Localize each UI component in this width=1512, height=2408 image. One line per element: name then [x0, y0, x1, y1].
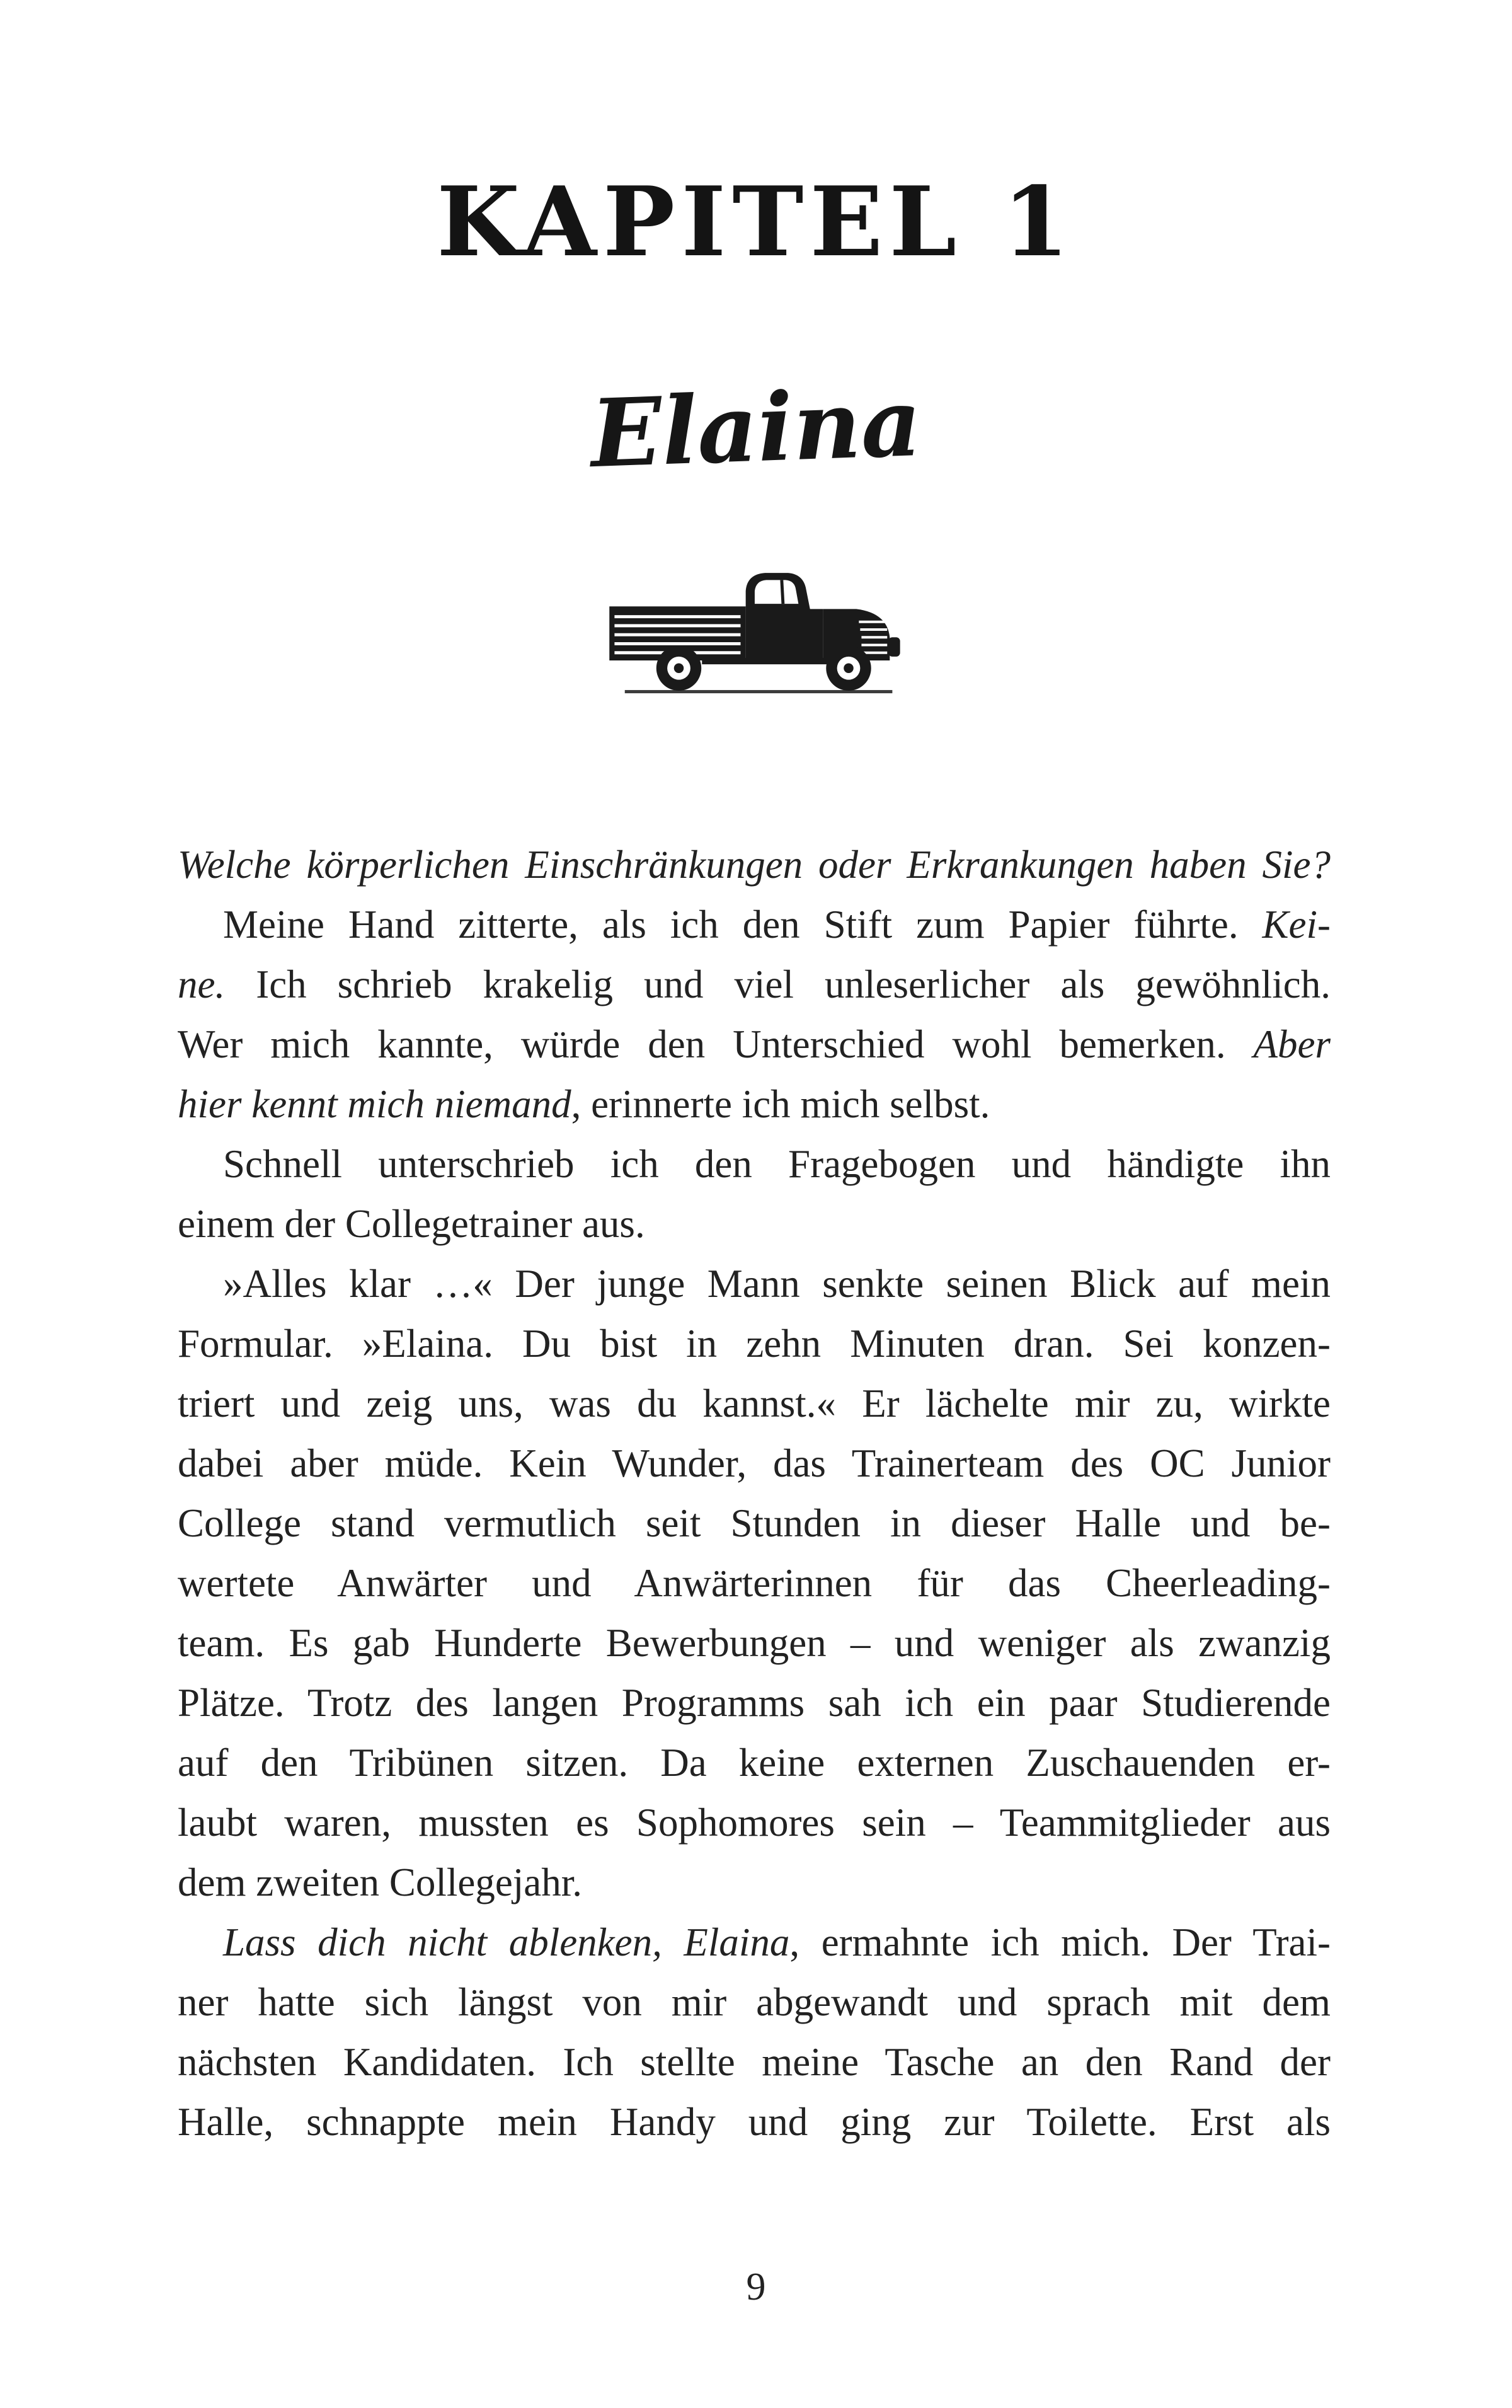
page-number: 9: [746, 2266, 766, 2308]
body-line: [178, 1733, 1331, 1793]
body-line: [178, 1015, 1331, 1074]
body-line: [178, 1494, 1331, 1553]
body-text: [178, 835, 1331, 2152]
body-line: [178, 1134, 1331, 1194]
regular-text: auf den Tribünen sitzen. Da keine externen Zuschauenden er-: [178, 1741, 1331, 1785]
regular-text: dabei aber müde. Kein Wunder, das Trainerteam des OC Junior: [178, 1441, 1331, 1485]
regular-text: nächsten Kandidaten. Ich stellte meine Tasche an den Rand der: [178, 2040, 1331, 2084]
body-line: [178, 1793, 1331, 1853]
regular-text: Ich schrieb krakelig und viel unleserlicher als gewöhnlich.: [225, 962, 1331, 1006]
chapter-illustration: [602, 557, 910, 702]
body-line: [178, 955, 1331, 1015]
body-line: [178, 1434, 1331, 1494]
body-line: [178, 1553, 1331, 1613]
italic-text: Aber: [1253, 1022, 1331, 1066]
body-line: [178, 1194, 1331, 1254]
body-line: [178, 2032, 1331, 2092]
regular-text: Plätze. Trotz des langen Programms sah ich ein paar Studierende: [178, 1681, 1331, 1725]
paragraph: [178, 1913, 1331, 2152]
regular-text: Wer mich kannte, würde den Unterschied wohl bemerken.: [178, 1022, 1254, 1066]
regular-text: einem der Collegetrainer aus.: [178, 1202, 645, 1246]
italic-text: Welche körperlichen Einschränkungen oder Erkrankungen haben Sie?: [178, 843, 1331, 887]
paragraph: [178, 895, 1331, 1134]
italic-text: hier kennt mich niemand: [178, 1082, 571, 1126]
regular-text: Schnell unterschrieb ich den Fragebogen und händigte ihn: [223, 1142, 1331, 1186]
regular-text: laubt waren, mussten es Sophomores sein – Teammitglieder aus: [178, 1800, 1331, 1845]
body-line: [178, 895, 1331, 955]
regular-text: , erinnerte ich mich selbst.: [571, 1082, 990, 1126]
body-line: [178, 1913, 1331, 1973]
regular-text: ner hatte sich längst von mir abgewandt und sprach mit dem: [178, 1980, 1331, 2024]
paragraph: [178, 1134, 1331, 1254]
body-line: [178, 1374, 1331, 1434]
chapter-title: KAPITEL 1: [437, 165, 1075, 278]
pickup-truck-icon: [602, 557, 910, 702]
body-line: [178, 1853, 1331, 1913]
body-line: [178, 2092, 1331, 2152]
italic-text: Kei-: [1262, 902, 1331, 947]
regular-text: »Alles klar …« Der junge Mann senkte seinen Blick auf mein: [223, 1262, 1331, 1306]
paragraph: [178, 835, 1331, 895]
regular-text: Meine Hand zitterte, als ich den Stift zum Papier führte.: [223, 902, 1263, 947]
regular-text: Formular. »Elaina. Du bist in zehn Minuten dran. Sei konzen-: [178, 1322, 1331, 1366]
body-line: [178, 1314, 1331, 1374]
body-line: [178, 1613, 1331, 1673]
body-line: [178, 1973, 1331, 2032]
regular-text: triert und zeig uns, was du kannst.« Er lächelte mir zu, wirkte: [178, 1381, 1331, 1426]
body-line: [178, 1673, 1331, 1733]
italic-text: Lass dich nicht ablenken, Elaina: [223, 1920, 790, 1964]
body-line: [178, 835, 1331, 895]
italic-text: ne.: [178, 962, 226, 1006]
body-line: [178, 1074, 1331, 1134]
chapter-pov-name: Elaina: [588, 367, 924, 489]
regular-text: dem zweiten Collegejahr.: [178, 1860, 583, 1904]
body-line: [178, 1254, 1331, 1314]
paragraph: [178, 1254, 1331, 1913]
regular-text: team. Es gab Hunderte Bewerbungen – und weniger als zwanzig: [178, 1621, 1331, 1665]
regular-text: wertete Anwärter und Anwärterinnen für das Cheerleading-: [178, 1561, 1331, 1605]
regular-text: , ermahnte ich mich. Der Trai-: [789, 1920, 1331, 1964]
regular-text: Halle, schnappte mein Handy und ging zur Toilette. Erst als: [178, 2100, 1331, 2144]
regular-text: College stand vermutlich seit Stunden in dieser Halle und be-: [178, 1501, 1331, 1545]
